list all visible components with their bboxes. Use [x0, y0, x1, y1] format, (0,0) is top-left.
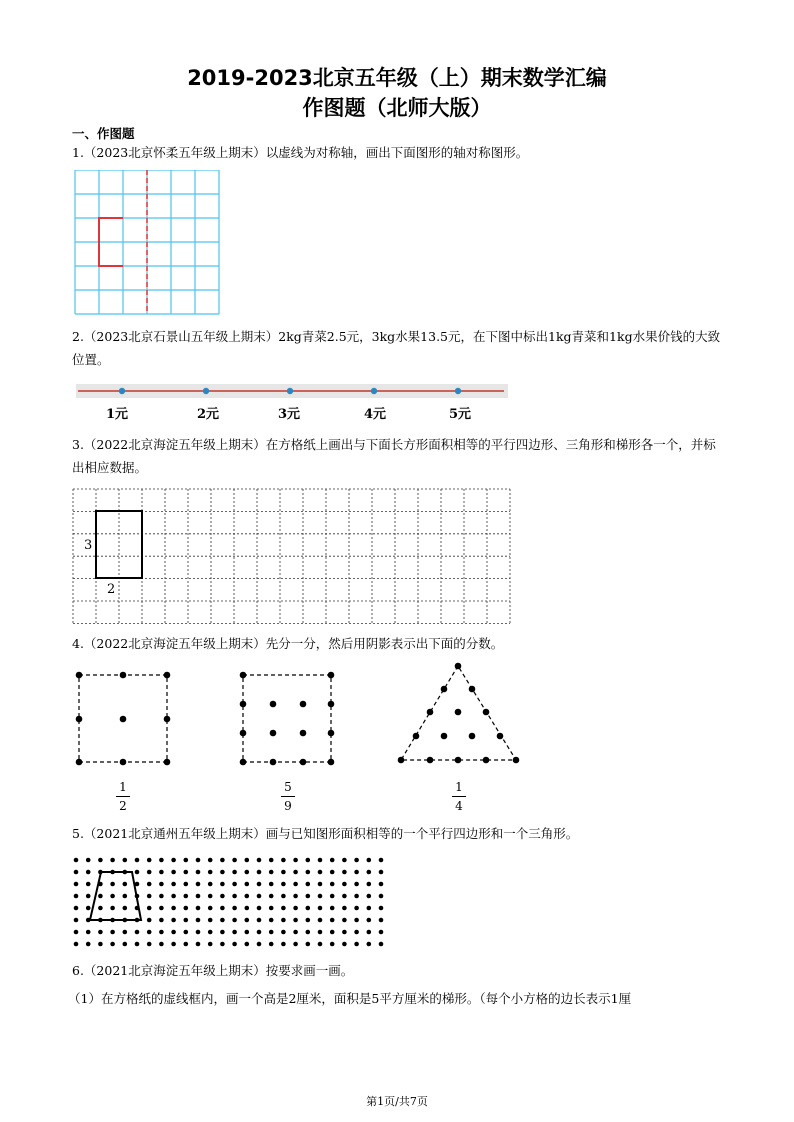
number-line-label: 1元: [106, 407, 129, 422]
question-1: 1.（2023北京怀柔五年级上期末）以虚线为对称轴，画出下面图形的轴对称图形。: [72, 145, 529, 160]
tick-dot-2: [203, 388, 209, 394]
tick-dot-5: [455, 388, 461, 394]
question-2: 2.（2023北京石景山五年级上期末）2kg青菜2.5元，3kg水果13.5元，在下图中标出1kg青菜和1kg水果价钱的大致位置。: [72, 329, 721, 367]
tick-dot-3: [287, 388, 293, 394]
number-line: [76, 384, 508, 398]
tick-dot-1: [119, 388, 125, 394]
tick-dot-4: [371, 388, 377, 394]
question-4: 4.（2022北京海淀五年级上期末）先分一分，然后用阴影表示出下面的分数。: [72, 636, 504, 651]
dot-grid: [70, 852, 392, 952]
fraction-1: 1 2: [113, 780, 133, 813]
number-line-label: 5元: [449, 407, 472, 422]
fraction-figures: [70, 660, 530, 770]
section-heading: 一、作图题: [72, 126, 135, 141]
question-6: 6.（2021北京海淀五年级上期末）按要求画一画。: [72, 963, 354, 978]
question-6-part-1: （1）在方格纸的虚线框内，画一个高是2厘米，面积是5平方厘米的梯形。（每个小方格的边长表示1厘: [68, 991, 632, 1006]
square-figure-2: [243, 675, 331, 762]
question-3: 3.（2022北京海淀五年级上期末）在方格纸上画出与下面长方形面积相等的平行四边形、三角形和梯形各一个，并标出相应数据。: [72, 437, 716, 475]
fraction-2: 5 9: [278, 780, 298, 813]
fraction-3: 1 4: [449, 780, 469, 813]
rect-height-label: 3: [84, 538, 93, 553]
question-5: 5.（2021北京通州五年级上期末）画与已知图形面积相等的一个平行四边形和一个三角形。: [72, 826, 579, 841]
symmetry-grid: [74, 170, 220, 315]
trapezoid-figure: [90, 872, 141, 920]
page-footer: 第1页/共7页: [366, 1095, 428, 1108]
document-subtitle: 作图题（北师大版）: [302, 96, 492, 120]
number-line-label: 4元: [364, 407, 387, 422]
area-grid: [72, 488, 514, 624]
number-line-label: 2元: [197, 407, 220, 422]
document-title: 2019-2023北京五年级（上）期末数学汇编: [187, 66, 607, 90]
number-line-label: 3元: [278, 407, 301, 422]
rect-width-label: 2: [107, 582, 116, 597]
